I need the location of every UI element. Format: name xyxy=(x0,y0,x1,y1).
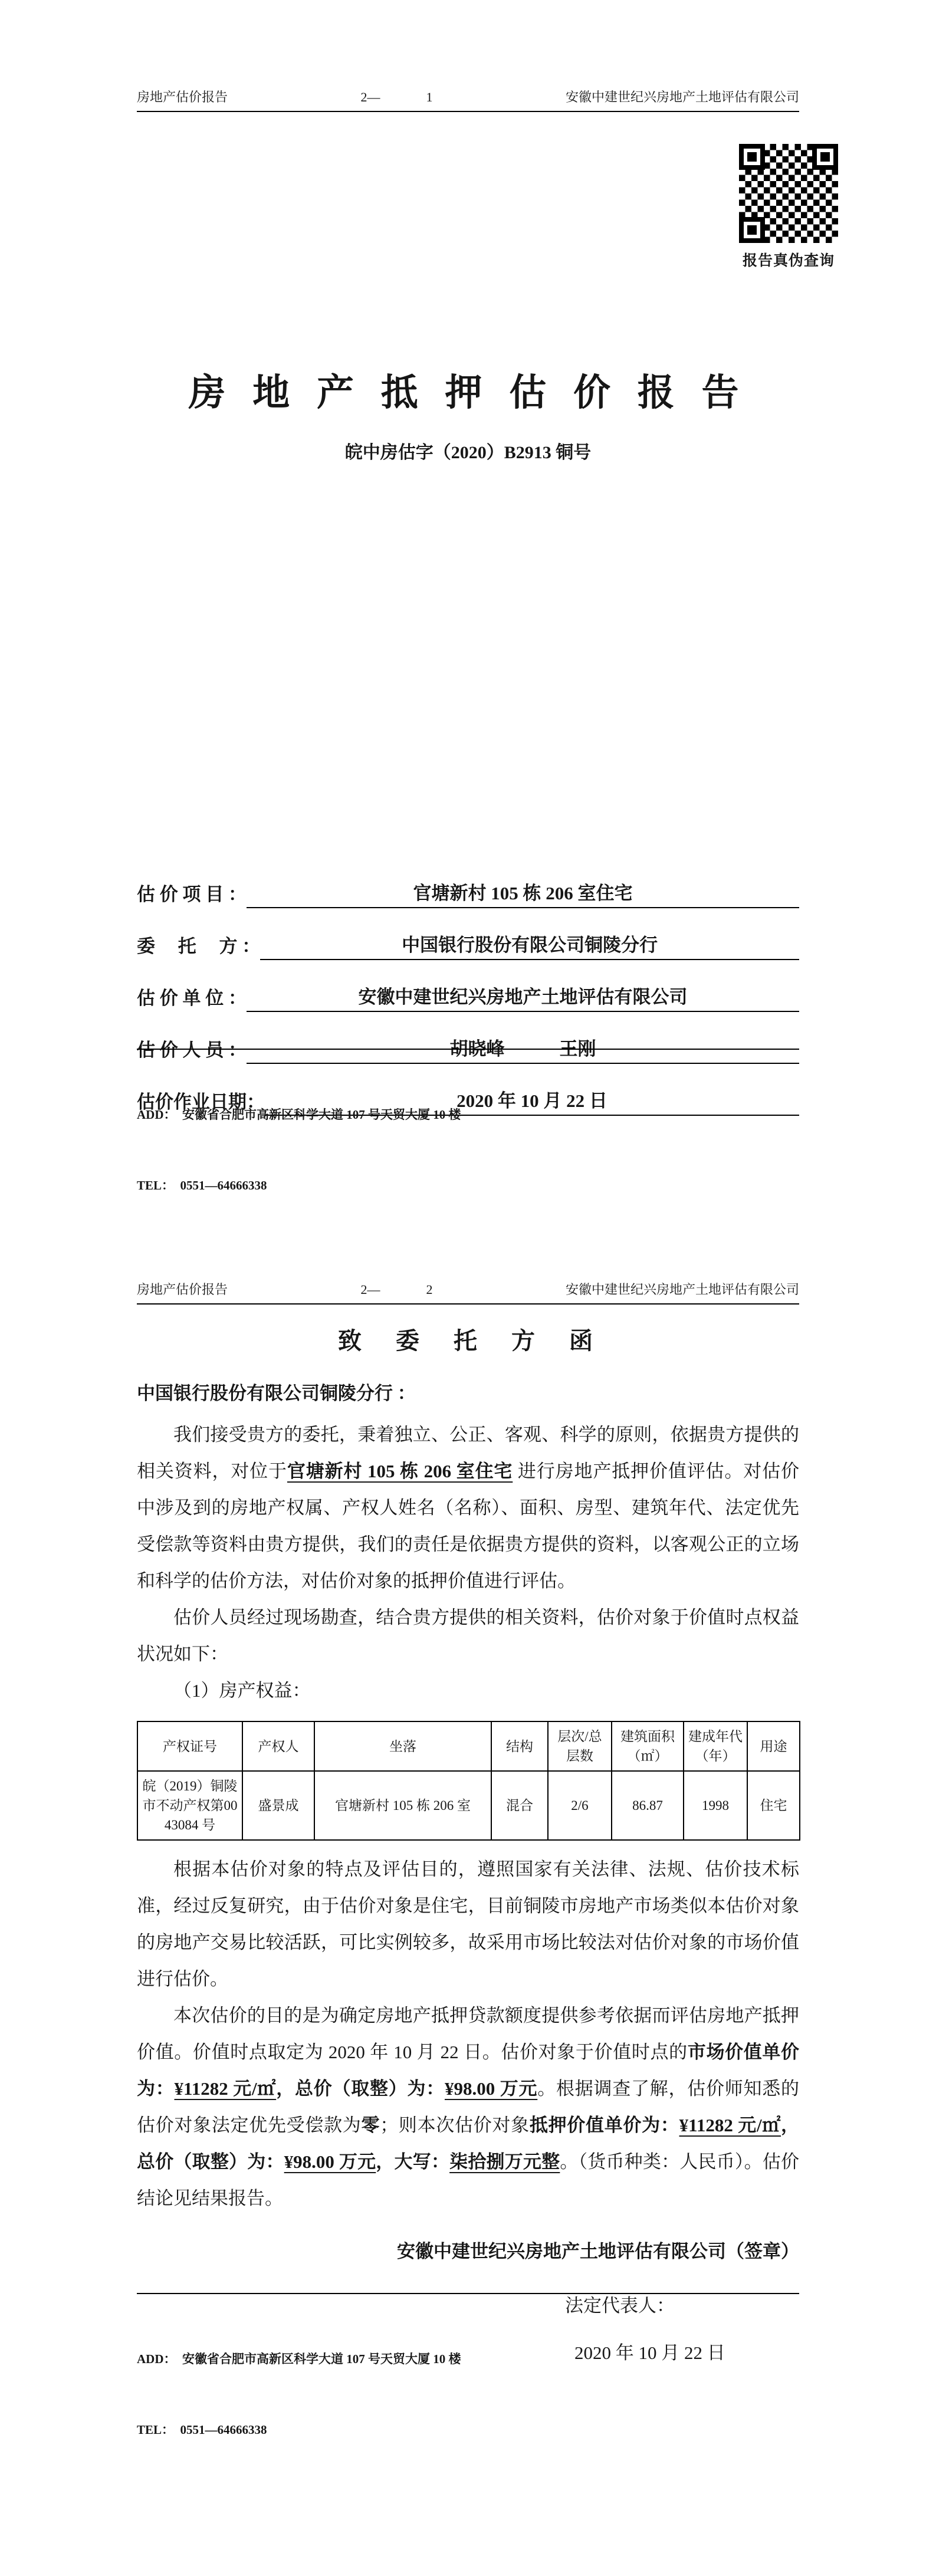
paragraph-engagement: 我们接受贵方的委托，秉着独立、公正、客观、科学的原则，依据贵方提供的相关资料，对位于官塘新村 105 栋 206 室住宅 进行房地产抵押价值评估。对估价中涉及到的房地产权属、产权人姓名（名称）、面积、房型、建筑年代、法定优先受偿款等资料由贵方提供，我们的责任是依据贵方提供的资料，以客观公正的立场和科学的估价方法，对估价对象的抵押价值进行评估。 xyxy=(137,1424,800,1592)
footer-telephone: TEL： 0551—64666338 xyxy=(137,2423,267,2437)
paragraph-method: 根据本估价对象的特点及评估目的，遵照国家有关法律、法规、估价技术标准，经过反复研究，由于估价对象是住宅，目前铜陵市房地产市场类似本估价对象的房地产交易比较活跃，可比实例较多，故采用市场比较法对估价对象的市场价值进行估价。 xyxy=(137,1859,799,1990)
header-doc-title: 房地产估价报告 xyxy=(137,1282,228,1297)
qr-finder-icon xyxy=(739,217,765,243)
col-floor-area: 建筑面积（㎡） xyxy=(612,1721,684,1771)
paragraph-valuation-result: 本次估价的目的是为确定房地产抵押贷款额度提供参考依据而评估房地产抵押价值。价值时点取定为 2020 年 10 月 22 日。估价对象于价值时点的市场价值单价为：¥11282 元/㎡，总价（取整）为：¥98.00 万元。根据调查了解，估价师知悉的估价对象法定优先受偿款为零；则本次估价对象抵押价值单价为：¥11282 元/㎡，总价（取整）为：¥98.00 万元，大写：柒拾捌万元整。（货币种类：人民币）。估价结论见结果报告。 xyxy=(137,2005,800,2209)
field-project xyxy=(137,856,799,908)
field-value: 2020 年 10 月 22 日 xyxy=(265,1086,799,1116)
field-label: 估 价 单 位 ： xyxy=(137,988,247,1008)
page-2-letter xyxy=(0,1256,936,2576)
col-floor: 层次/总层数 xyxy=(548,1721,612,1771)
field-value: 官塘新村 105 栋 206 室住宅 xyxy=(247,878,799,908)
field-value: 中国银行股份有限公司铜陵分行 xyxy=(260,930,799,960)
letter-title: 致 委 托 方 函 xyxy=(338,1328,598,1354)
header-page-current: 1 xyxy=(426,90,433,104)
cell-usage: 住宅 xyxy=(747,1771,800,1840)
qr-code-icon xyxy=(739,144,838,243)
closing-legal-representative: 法定代表人： xyxy=(565,2295,675,2317)
header-page-total: 2— xyxy=(360,90,380,104)
page-footer xyxy=(137,2293,799,2489)
property-rights-table xyxy=(137,1721,800,1841)
qr-caption: 报告真伪查询 xyxy=(742,253,835,269)
table-row xyxy=(137,1771,800,1840)
header-page-number xyxy=(361,1281,433,1299)
field-label: 估价作业日期： xyxy=(137,1092,265,1112)
cell-location: 官塘新村 105 栋 206 室 xyxy=(314,1771,491,1840)
footer-address: ADD： 安徽省合肥市高新区科学大道 107 号天贸大厦 10 楼 xyxy=(137,2352,461,2366)
footer-address: ADD： 安徽省合肥市高新区科学大道 107 号天贸大厦 10 楼 xyxy=(137,1108,461,1122)
col-owner: 产权人 xyxy=(242,1721,314,1771)
qr-verification-block xyxy=(738,144,839,270)
field-client xyxy=(137,908,799,960)
paragraph-rights-heading: （1）房产权益： xyxy=(173,1680,311,1701)
cell-floor-area: 86.87 xyxy=(612,1771,684,1840)
page-1-cover xyxy=(0,0,936,1256)
closing-company-signature: 安徽中建世纪兴房地产土地评估有限公司（签章） xyxy=(397,2241,799,2262)
page-footer xyxy=(137,1049,799,1244)
paragraph-inspection: 估价人员经过现场勘查，结合贵方提供的相关资料，估价对象于价值时点权益状况如下： xyxy=(137,1607,799,1665)
col-year-built: 建成年代（年） xyxy=(684,1721,747,1771)
page-header xyxy=(137,88,799,112)
col-usage: 用途 xyxy=(747,1721,800,1771)
cell-year-built: 1998 xyxy=(684,1771,747,1840)
footer-telephone: TEL： 0551—64666338 xyxy=(137,1178,267,1192)
header-doc-title: 房地产估价报告 xyxy=(137,90,228,104)
report-main-title: 房 地 产 抵 押 估 价 报 告 xyxy=(188,372,748,413)
header-page-current: 2 xyxy=(426,1282,433,1297)
cell-floor: 2/6 xyxy=(548,1771,612,1840)
cell-certificate-no: 皖（2019）铜陵市不动产权第0043084 号 xyxy=(137,1771,242,1840)
qr-finder-icon xyxy=(812,144,838,170)
table-header-row xyxy=(137,1721,800,1771)
field-value: 安徽中建世纪兴房地产土地评估有限公司 xyxy=(247,982,799,1012)
field-label: 委 托 方 ： xyxy=(137,936,261,957)
cell-structure: 混合 xyxy=(491,1771,548,1840)
header-page-total: 2— xyxy=(360,1282,380,1297)
report-number: 皖中房估字（2020）B2913 铜号 xyxy=(344,443,592,462)
field-label: 估 价 人 员 ： xyxy=(137,1040,247,1060)
field-label: 估 价 项 目 ： xyxy=(137,884,247,905)
page-header xyxy=(137,1281,799,1305)
header-company-name: 安徽中建世纪兴房地产土地评估有限公司 xyxy=(565,90,799,104)
col-structure: 结构 xyxy=(491,1721,548,1771)
letter-salutation: 中国银行股份有限公司铜陵分行 ： xyxy=(137,1383,416,1404)
header-page-number xyxy=(361,88,433,106)
col-location: 坐落 xyxy=(314,1721,491,1771)
field-appraisal-agency xyxy=(137,960,799,1012)
cell-owner: 盛景成 xyxy=(242,1771,314,1840)
closing-date: 2020 年 10 月 22 日 xyxy=(574,2342,725,2364)
col-certificate-no: 产权证号 xyxy=(137,1721,242,1771)
qr-finder-icon xyxy=(739,144,765,170)
header-company-name: 安徽中建世纪兴房地产土地评估有限公司 xyxy=(565,1282,799,1297)
field-value: 胡晓峰 王刚 xyxy=(247,1034,799,1064)
